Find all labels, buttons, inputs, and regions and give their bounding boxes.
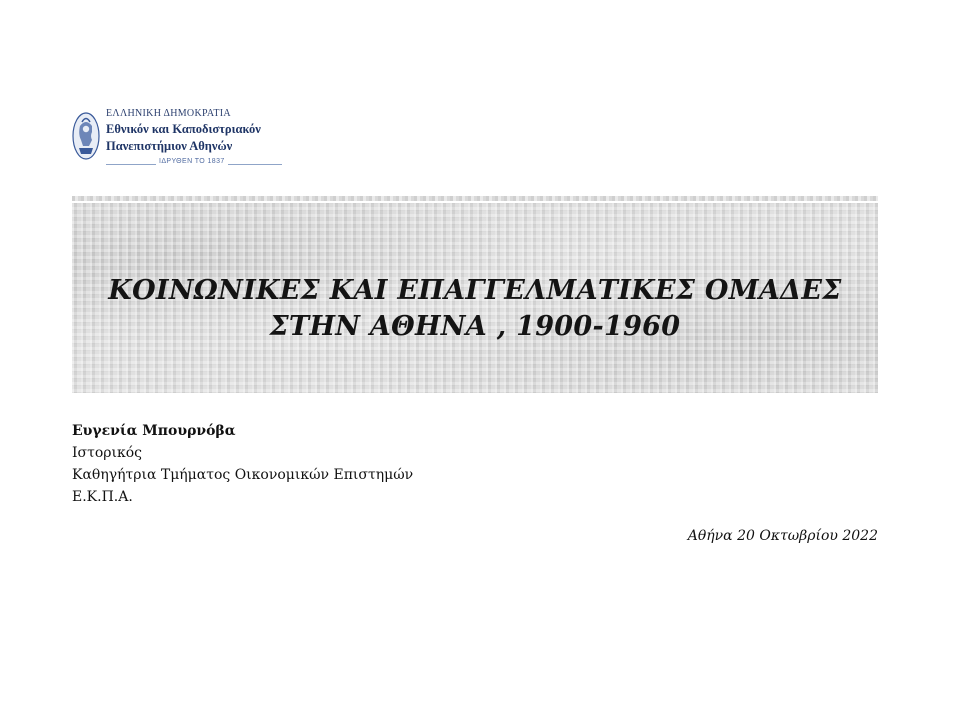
- author-block: [72, 420, 413, 508]
- logo-university-name-line2: Πανεπιστήμιον Αθηνών: [106, 139, 233, 153]
- athena-emblem-icon: [72, 112, 100, 160]
- logo-university-name-line1: Εθνικόν και Καποδιστριακόν: [106, 122, 261, 136]
- logo-founded-text: ΙΔΡΥΘΕΝ ΤΟ 1837: [156, 158, 228, 165]
- university-logo: [72, 106, 282, 172]
- slide-title-line2: ΣΤΗΝ ΑΘΗΝΑ , 1900-1960: [269, 311, 681, 342]
- logo-republic-text: ΕΛΛΗΝΙΚΗ ΔΗΜΟΚΡΑΤΙΑ: [106, 108, 231, 119]
- title-band-top-strip: [72, 196, 878, 201]
- slide-title: [72, 273, 878, 345]
- author-name: Ευγενία Μπουρνόβα: [72, 423, 236, 439]
- author-role: Ιστορικός: [72, 445, 142, 461]
- title-band: [72, 203, 878, 393]
- presentation-date: Αθήνα 20 Οκτωβρίου 2022: [687, 528, 878, 544]
- author-position: Καθηγήτρια Τμήματος Οικονομικών Επιστημών: [72, 467, 414, 483]
- slide-title-line1: ΚΟΙΝΩΝΙΚΕΣ ΚΑΙ ΕΠΑΓΓΕΛΜΑΤΙΚΕΣ ΟΜΑΔΕΣ: [108, 275, 842, 306]
- author-institution: Ε.Κ.Π.Α.: [72, 489, 133, 505]
